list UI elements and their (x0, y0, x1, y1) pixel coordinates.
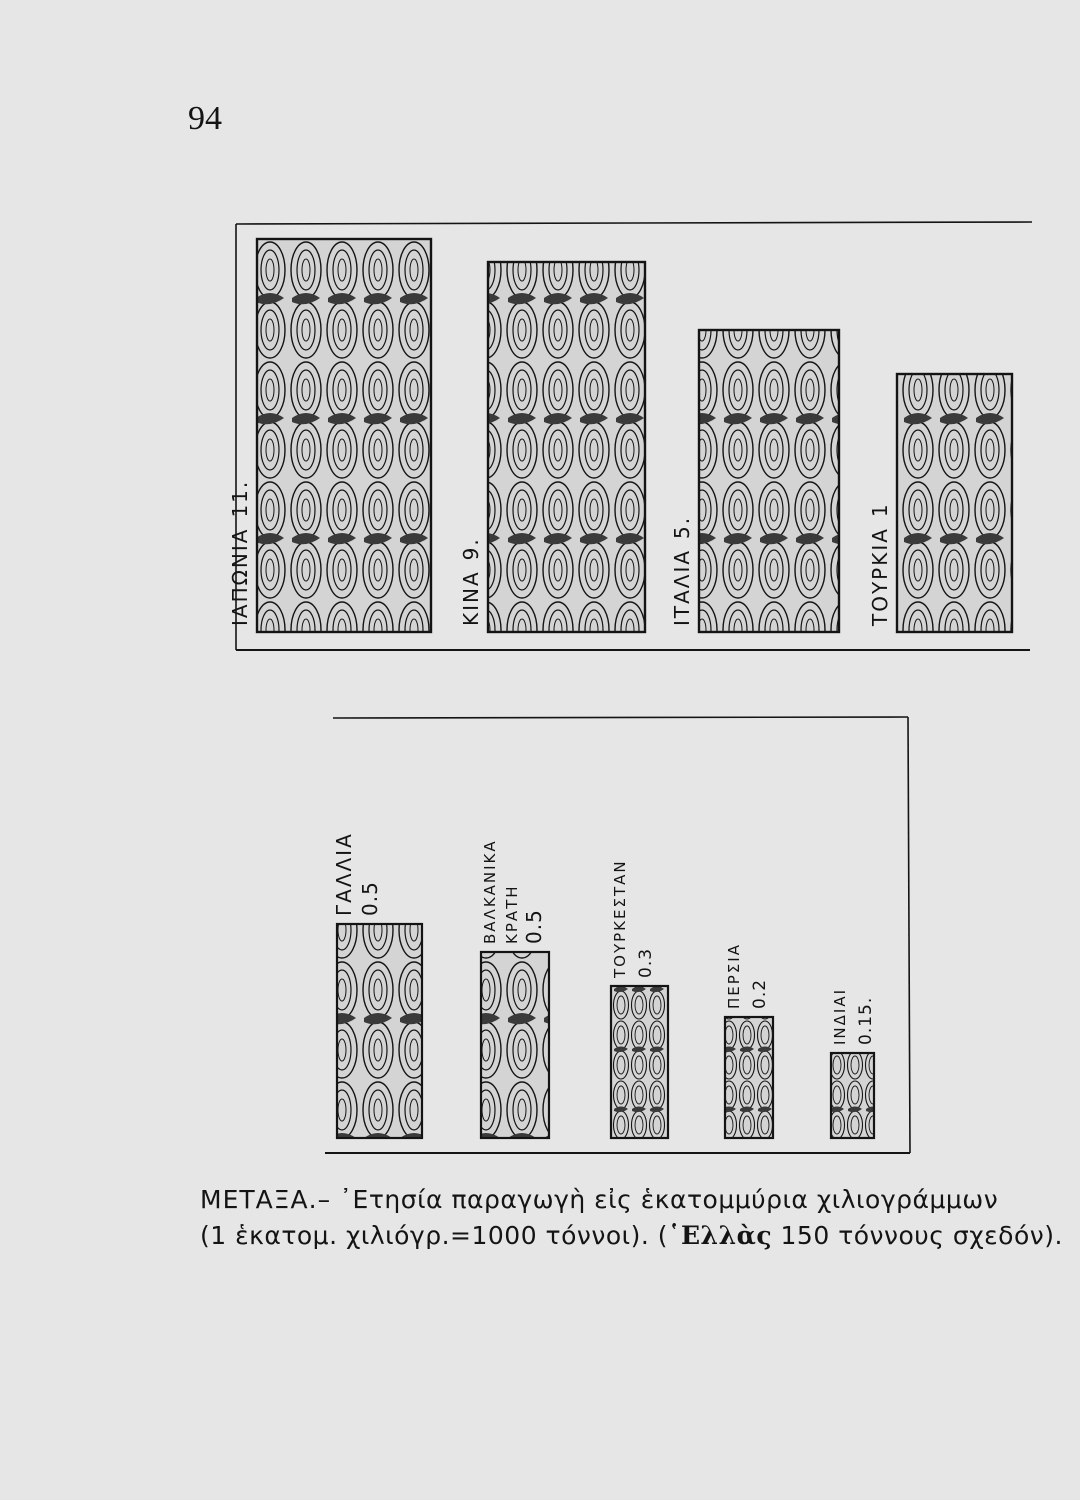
caption-line-2 (200, 1218, 1070, 1254)
bottom-category-label-4 (725, 943, 743, 1009)
chart-top (228, 222, 1032, 650)
bottom-category-label-3 (611, 859, 629, 979)
caption-title: ΜΕΤΑΞΑ.– (200, 1185, 332, 1214)
bottom-bar-3 (611, 986, 668, 1138)
bottom-category-part-3-1: ΤΟΥΡΚΕΣΤΑΝ (611, 859, 629, 978)
top-value-label-2: 9. (459, 537, 483, 561)
top-bar-2 (488, 262, 645, 632)
top-category-name-2: ΚΙΝΑ (459, 570, 483, 626)
frame-top-line (236, 222, 1032, 224)
bottom-category-label-1 (332, 832, 356, 916)
bottom-value-label-1: 0.5 (358, 881, 382, 916)
caption-line-1 (200, 1182, 1070, 1218)
top-bar-3 (699, 330, 839, 632)
bottom-bar-1 (337, 924, 422, 1138)
bottom-category-part-4-1: ΠΕΡΣΙΑ (725, 943, 743, 1009)
top-category-name-1: ΙΑΠΩΝΙΑ (228, 527, 252, 626)
bottom-value-label-4: 0.2 (750, 978, 770, 1009)
bottom-category-part-5-1: ΙΝΔΙΑΙ (831, 987, 849, 1045)
top-value-label-1: 11. (228, 479, 252, 518)
caption (200, 1182, 1070, 1254)
top-category-label-3 (670, 516, 694, 626)
top-bar-4 (897, 374, 1012, 632)
bottom-category-part-2-1: ΒΑΛΚΑΝΙΚΑ (481, 839, 499, 944)
top-category-name-4: ΤΟΥΡΚΙΑ (868, 527, 892, 626)
frame2-right-line (908, 717, 910, 1153)
top-value-label-4: 1 (868, 502, 892, 518)
top-bar-1 (257, 239, 431, 632)
bottom-category-part-1-1: ΓΑΛΛΙΑ (332, 832, 356, 916)
bottom-category-label-5 (831, 988, 849, 1045)
top-value-label-3: 5. (670, 515, 694, 539)
top-category-label-1 (228, 480, 252, 626)
frame2-top-line (333, 717, 908, 718)
top-category-name-3: ΙΤΑΛΙΑ (670, 548, 694, 626)
bottom-bar-5 (831, 1053, 874, 1138)
top-category-label-2 (459, 537, 483, 626)
caption-text-1: ᾿Ετησία παραγωγὴ εἰς ἑκατομμύρια χιλιογράμμων (339, 1185, 999, 1214)
bottom-bar-4 (725, 1017, 773, 1138)
chart-bottom (325, 717, 910, 1153)
bottom-bar-2 (481, 952, 549, 1138)
bottom-category-part-2-2: ΚΡΑΤΗ (503, 884, 521, 944)
bottom-value-label-3: 0.3 (636, 947, 656, 978)
top-category-label-4 (868, 502, 892, 627)
bottom-category-label-2 (481, 839, 521, 944)
bottom-value-label-5: 0.15. (856, 996, 876, 1045)
page-number: 94 (188, 100, 222, 137)
caption-text-2b: 150 τόννους σχεδόν). (772, 1221, 1063, 1250)
bottom-value-label-2: 0.5 (522, 909, 546, 944)
caption-greece: ῾Ελλὰς (668, 1221, 773, 1250)
caption-text-2a: (1 ἑκατομ. χιλιόγρ.=1000 τόννοι). ( (200, 1221, 668, 1250)
